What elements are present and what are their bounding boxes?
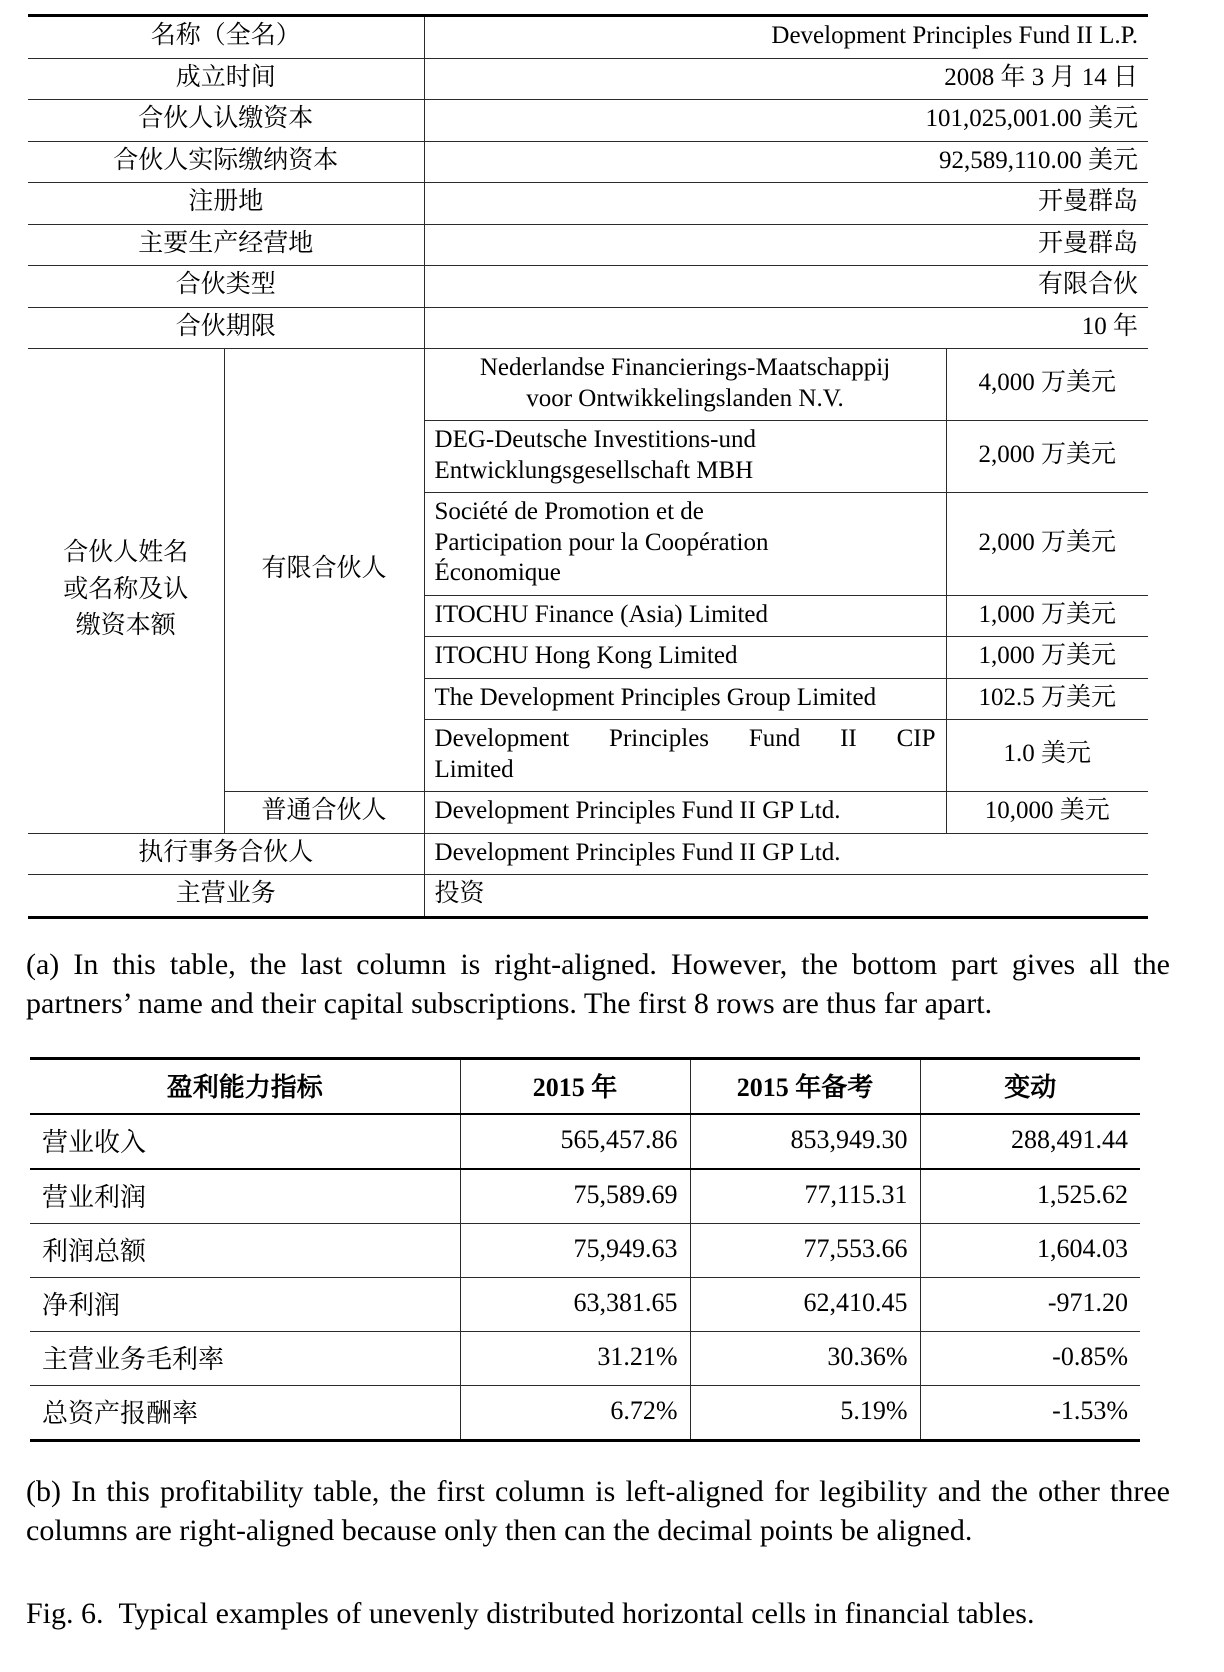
partner-name: ITOCHU Finance (Asia) Limited: [424, 595, 946, 637]
partner-name-line: Development Principles Fund II CIP: [434, 725, 936, 752]
row-value: 2008 年 3 月 14 日: [424, 58, 1148, 100]
row-value: Development Principles Fund II GP Ltd.: [424, 833, 1148, 875]
row-value: 开曼群岛: [424, 224, 1148, 266]
row-value: 92,589,110.00 美元: [424, 141, 1148, 183]
figure-caption-label: Fig. 6.: [26, 1596, 104, 1630]
table-row: [30, 1331, 1140, 1385]
row-value: Development Principles Fund II L.P.: [424, 16, 1148, 59]
row-value: 101,025,001.00 美元: [424, 100, 1148, 142]
row-value: 开曼群岛: [424, 183, 1148, 225]
partner-amount: 1,000 万美元: [946, 637, 1148, 679]
table-row: [28, 183, 1148, 225]
row-label: 合伙期限: [28, 307, 424, 349]
value-change: 1,604.03: [920, 1223, 1140, 1277]
row-value: 投资: [424, 875, 1148, 918]
figure-page: [0, 14, 1224, 1672]
value-2015-pro-forma: 853,949.30: [690, 1114, 920, 1169]
partner-name: ITOCHU Hong Kong Limited: [424, 637, 946, 679]
table-row: [28, 224, 1148, 266]
limited-partner-label: 有限合伙人: [224, 349, 424, 792]
row-label: 合伙人实际缴纳资本: [28, 141, 424, 183]
table-row: [28, 833, 1148, 875]
row-value: 有限合伙: [424, 266, 1148, 308]
general-partner-name: Development Principles Fund II GP Ltd.: [424, 792, 946, 834]
partner-name-line: voor Ontwikkelingslanden N.V.: [526, 384, 844, 412]
table-row-partner: [28, 349, 1148, 421]
partner-name: [424, 421, 946, 493]
partner-name-line: Économique: [434, 559, 561, 586]
partner-name: [424, 720, 946, 792]
value-change: -1.53%: [920, 1385, 1140, 1440]
value-2015-pro-forma: 62,410.45: [690, 1277, 920, 1331]
general-partner-label: 普通合伙人: [224, 792, 424, 834]
partner-amount: 102.5 万美元: [946, 678, 1148, 720]
column-header-change: 变动: [920, 1058, 1140, 1114]
table-row: [28, 141, 1148, 183]
figure-caption: [26, 1594, 1170, 1633]
value-2015-pro-forma: 5.19%: [690, 1385, 920, 1440]
table-row: [30, 1277, 1140, 1331]
value-2015: 75,949.63: [460, 1223, 690, 1277]
figure-caption-text: Typical examples of unevenly distributed horizontal cells in financial tables.: [118, 1596, 1035, 1630]
metric-label: 净利润: [30, 1277, 460, 1331]
row-label: 合伙人认缴资本: [28, 100, 424, 142]
value-change: -971.20: [920, 1277, 1140, 1331]
row-label: 主营业务: [28, 875, 424, 918]
table-header-row: [30, 1058, 1140, 1114]
value-2015: 63,381.65: [460, 1277, 690, 1331]
partner-name-line: Limited: [434, 755, 514, 783]
column-header-metric: 盈利能力指标: [30, 1058, 460, 1114]
partner-name-line: Société de Promotion et de: [434, 498, 704, 525]
value-2015: 31.21%: [460, 1331, 690, 1385]
metric-label: 主营业务毛利率: [30, 1331, 460, 1385]
value-change: 1,525.62: [920, 1169, 1140, 1224]
partnership-information-table: [28, 14, 1148, 919]
value-2015-pro-forma: 30.36%: [690, 1331, 920, 1385]
table-row: [28, 16, 1148, 59]
row-label: 执行事务合伙人: [28, 833, 424, 875]
value-2015: 565,457.86: [460, 1114, 690, 1169]
table-row: [30, 1223, 1140, 1277]
partner-amount: 4,000 万美元: [946, 349, 1148, 421]
value-change: 288,491.44: [920, 1114, 1140, 1169]
partner-name-line: Entwicklungsgesellschaft MBH: [434, 456, 754, 484]
metric-label: 营业利润: [30, 1169, 460, 1224]
column-header-2015-pro-forma: 2015 年备考: [690, 1058, 920, 1114]
table-row: [30, 1169, 1140, 1224]
partners-group-label-line: 缴资本额: [75, 611, 176, 639]
partner-name: [424, 493, 946, 596]
table-row: [28, 266, 1148, 308]
table-row: [28, 58, 1148, 100]
partner-name-line: Nederlandse Financierings-Maatschappij: [479, 354, 891, 381]
row-label: 注册地: [28, 183, 424, 225]
partner-name: [424, 349, 946, 421]
subcaption-b: (b) In this profitability table, the first column is left-aligned for legibility and the other three columns are right-aligned because only then can the decimal points be aligned.: [26, 1474, 1170, 1547]
partner-name-line: Participation pour la Coopération: [434, 528, 769, 556]
value-2015-pro-forma: 77,553.66: [690, 1223, 920, 1277]
row-label: 名称（全名）: [28, 16, 424, 59]
table-row: [28, 100, 1148, 142]
general-partner-amount: 10,000 美元: [946, 792, 1148, 834]
metric-label: 营业收入: [30, 1114, 460, 1169]
partners-group-label: [28, 349, 224, 834]
partner-amount: 2,000 万美元: [946, 421, 1148, 493]
partner-name-line: DEG-Deutsche Investitions-und: [434, 426, 756, 453]
value-2015-pro-forma: 77,115.31: [690, 1169, 920, 1224]
value-2015: 6.72%: [460, 1385, 690, 1440]
partner-amount: 1,000 万美元: [946, 595, 1148, 637]
table-row: [28, 875, 1148, 918]
value-2015: 75,589.69: [460, 1169, 690, 1224]
partners-group-label-line: 合伙人姓名: [63, 539, 189, 567]
row-label: 合伙类型: [28, 266, 424, 308]
row-label: 成立时间: [28, 58, 424, 100]
table-row: [30, 1385, 1140, 1440]
metric-label: 利润总额: [30, 1223, 460, 1277]
subcaption-a: (a) In this table, the last column is right-aligned. However, the bottom part gives all the partners’ name and their capital subscriptions. The first 8 rows are thus far apart.: [26, 947, 1170, 1020]
value-change: -0.85%: [920, 1331, 1140, 1385]
row-value: 10 年: [424, 307, 1148, 349]
partner-name: The Development Principles Group Limited: [424, 678, 946, 720]
row-label: 主要生产经营地: [28, 224, 424, 266]
partners-group-label-line: 或名称及认: [63, 575, 189, 603]
partner-amount: 1.0 美元: [946, 720, 1148, 792]
partner-amount: 2,000 万美元: [946, 493, 1148, 596]
metric-label: 总资产报酬率: [30, 1385, 460, 1440]
column-header-2015: 2015 年: [460, 1058, 690, 1114]
profitability-table: [30, 1057, 1140, 1442]
table-row: [30, 1114, 1140, 1169]
table-row: [28, 307, 1148, 349]
